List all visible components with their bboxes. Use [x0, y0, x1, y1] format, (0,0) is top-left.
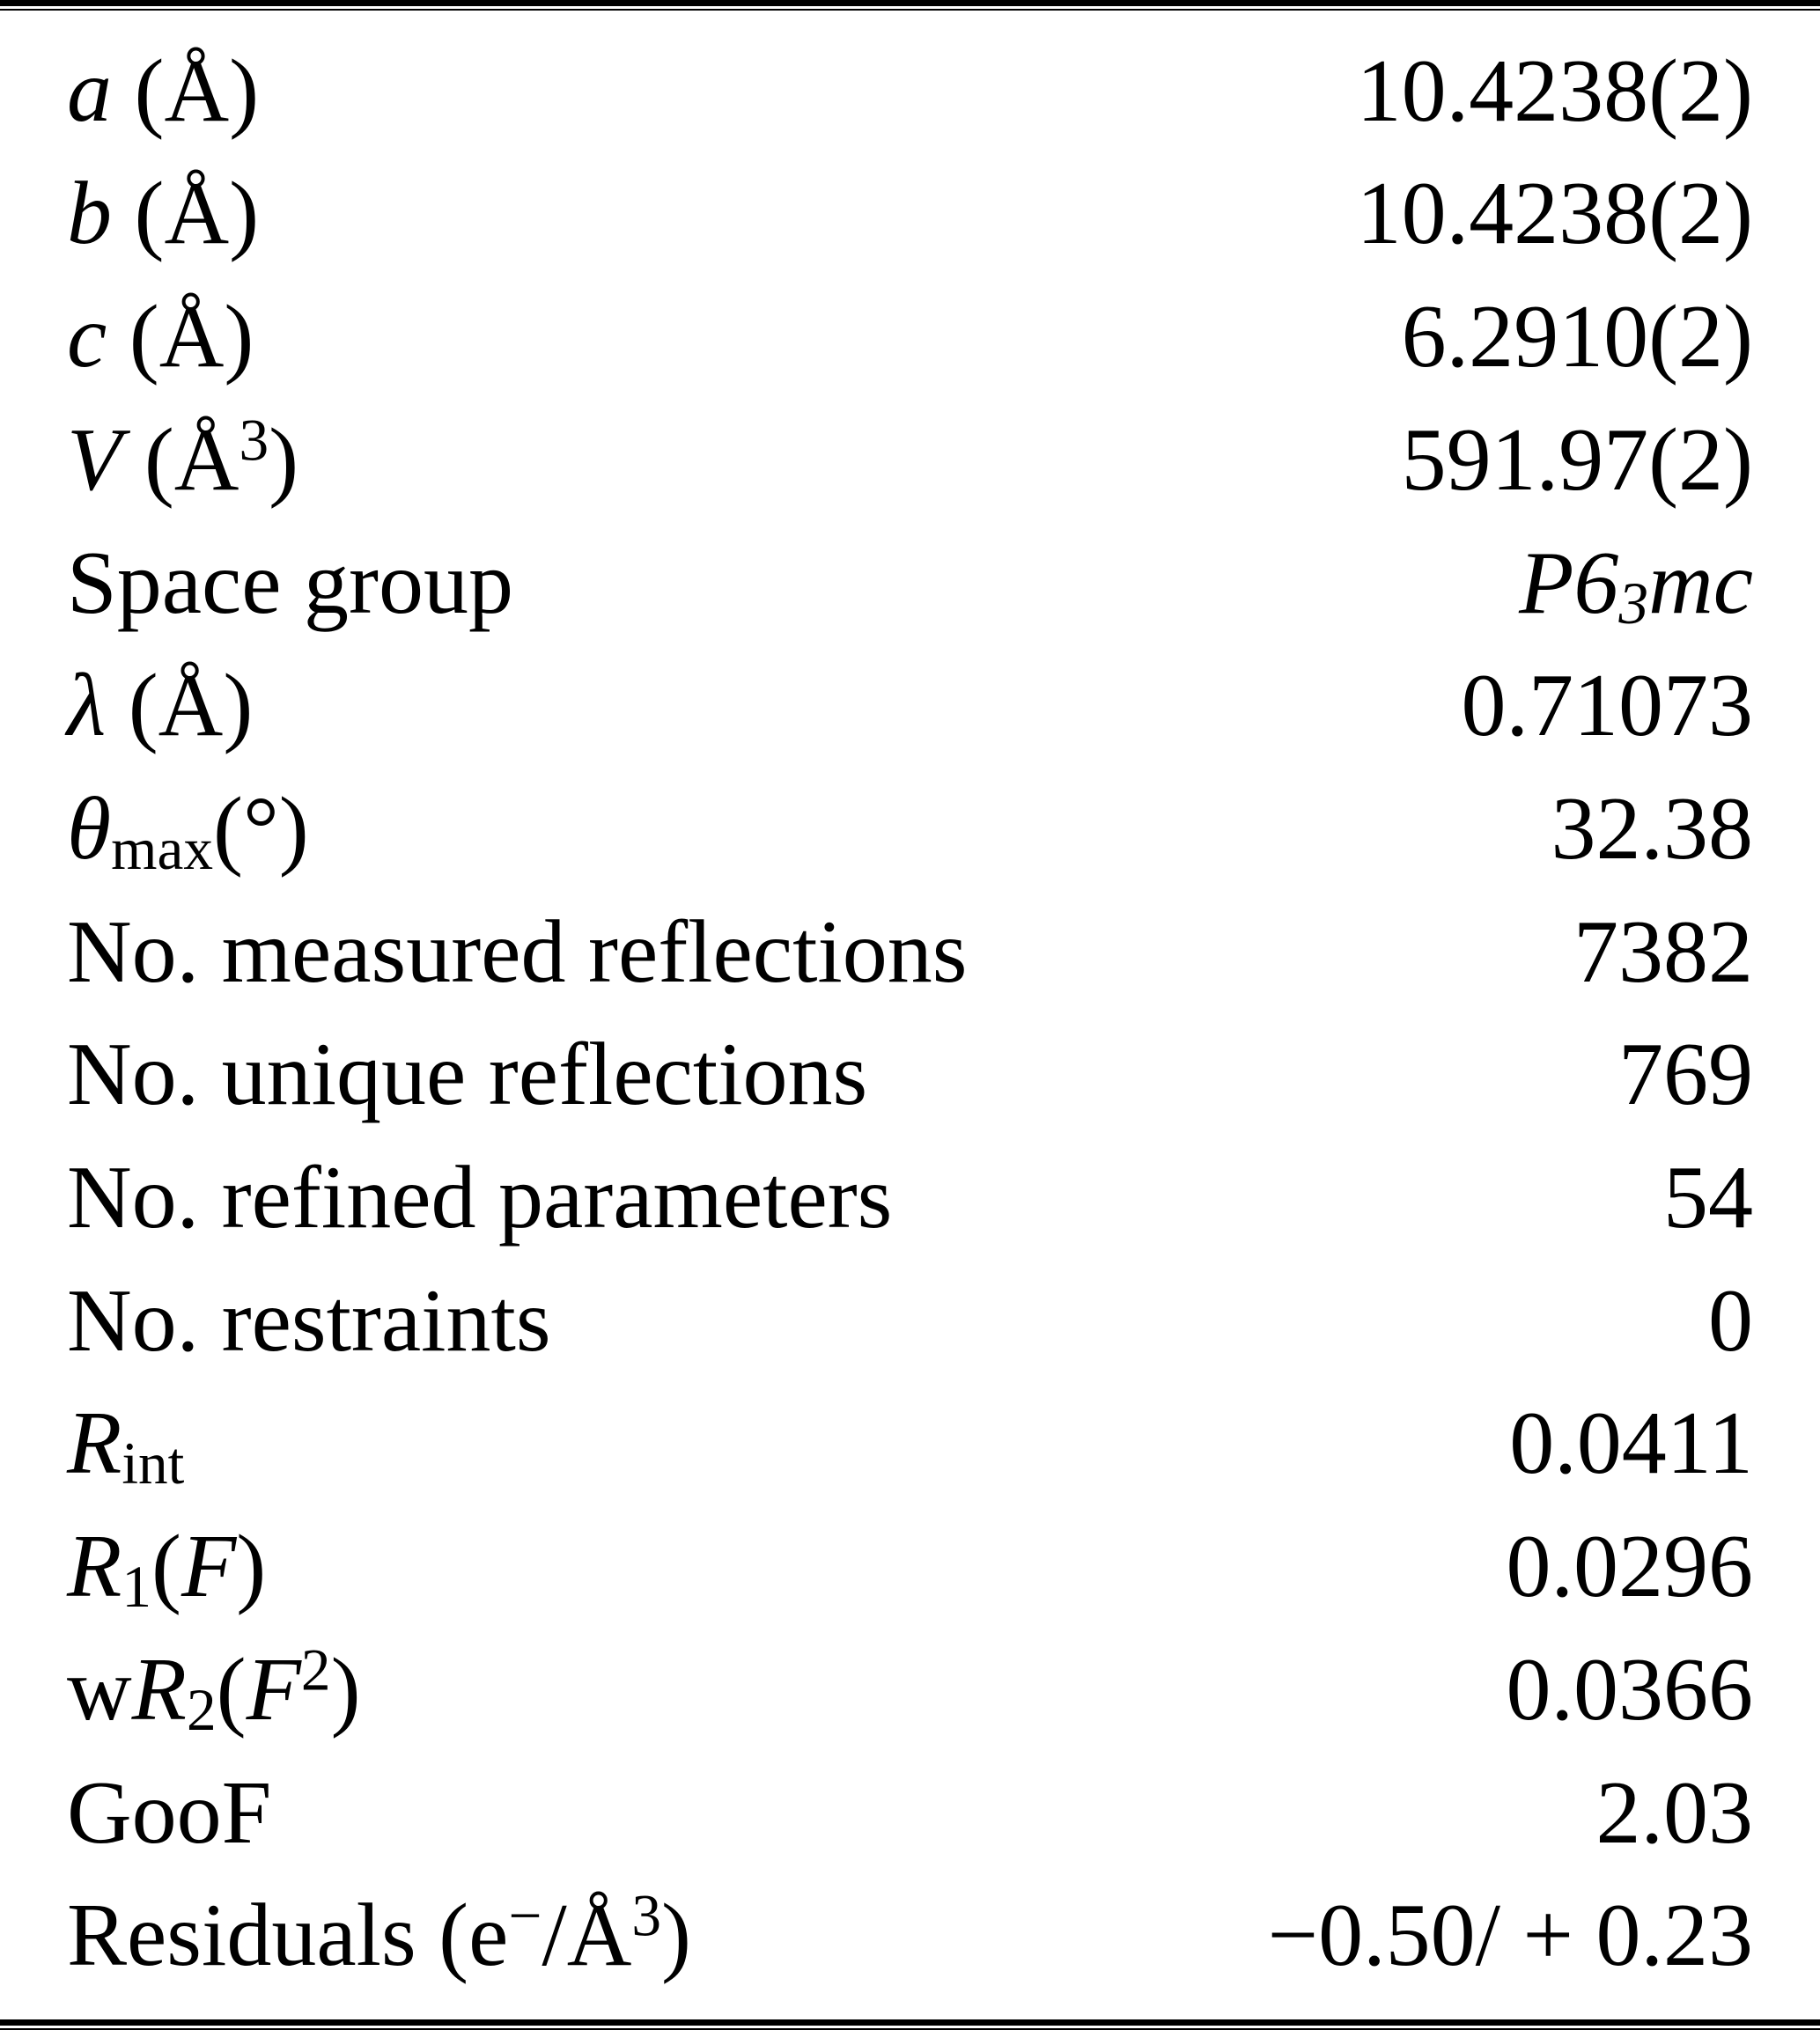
table-row-theta-max — [67, 777, 1753, 883]
table-row-measured-reflections — [67, 901, 1753, 1004]
row-value-refined-parameters: 54 — [1663, 1148, 1753, 1248]
row-value-residuals: −0.50/ + 0.23 — [1267, 1886, 1753, 1986]
row-label-measured-reflections: No. measured reflections — [67, 901, 968, 1002]
table-row-wavelength — [67, 654, 1753, 757]
row-label-theta-max: $\theta_{max}(^\circ)$ — [67, 778, 309, 883]
row-label-wavelength: λ (Å) — [67, 656, 254, 756]
table-row-wr2-f2 — [67, 1638, 1753, 1741]
row-label-residuals: Residuals $(e^-/Å^3)$ — [67, 1882, 691, 1986]
table-row-goof — [67, 1762, 1753, 1865]
table-row-cell-b — [67, 162, 1753, 265]
row-value-unique-reflections: 769 — [1618, 1025, 1753, 1125]
table-row-unique-reflections — [67, 1023, 1753, 1126]
row-label-unique-reflections: No. unique reflections — [67, 1025, 868, 1125]
table-row-r1-f — [67, 1515, 1753, 1621]
table-row-refined-parameters — [67, 1146, 1753, 1249]
row-value-restraints: 0 — [1708, 1270, 1753, 1371]
row-label-restraints: No. restraints — [67, 1270, 551, 1371]
row-value-cell-volume: 591.97(2) — [1401, 409, 1753, 510]
row-label-cell-b: b (Å) — [67, 164, 260, 264]
row-value-cell-a: 10.4238(2) — [1356, 40, 1753, 141]
row-value-r1-f: 0.0296 — [1506, 1517, 1753, 1617]
row-value-cell-b: 10.4238(2) — [1356, 164, 1753, 264]
row-value-cell-c: 6.2910(2) — [1401, 287, 1753, 387]
row-value-goof: 2.03 — [1595, 1762, 1753, 1863]
bottom-rule-thick — [0, 2019, 1820, 2026]
row-label-space-group: Space group — [67, 533, 514, 633]
row-value-theta-max: 32.38 — [1551, 778, 1753, 879]
table-row-cell-volume — [67, 408, 1753, 511]
table-row-restraints — [67, 1269, 1753, 1372]
row-label-goof: GooF — [67, 1762, 272, 1863]
row-label-cell-volume: V $(Å^3)$ — [67, 407, 299, 510]
table-row-space-group — [67, 532, 1753, 635]
top-rule-thick — [0, 0, 1820, 6]
row-value-wavelength: 0.71073 — [1461, 656, 1753, 756]
row-value-r-int: 0.0411 — [1509, 1394, 1753, 1494]
row-label-cell-a: a (Å) — [67, 40, 260, 141]
row-value-space-group: $P6_3mc$ — [1519, 533, 1753, 636]
row-label-refined-parameters: No. refined parameters — [67, 1148, 893, 1248]
table-row-cell-c — [67, 285, 1753, 388]
refinement-table — [0, 11, 1820, 2019]
row-label-wr2-f2: $wR_2(F^2)$ — [67, 1637, 361, 1743]
row-label-cell-c: c (Å) — [67, 287, 254, 387]
row-label-r-int: $R_{int}$ — [67, 1394, 185, 1497]
row-value-measured-reflections: 7382 — [1573, 901, 1753, 1002]
row-label-r1-f: $R_1(F)$ — [67, 1517, 267, 1621]
table-row-cell-a — [67, 40, 1753, 143]
table-row-residuals — [67, 1884, 1753, 1987]
table-row-r-int — [67, 1392, 1753, 1495]
row-value-wr2-f2: 0.0366 — [1506, 1639, 1753, 1739]
